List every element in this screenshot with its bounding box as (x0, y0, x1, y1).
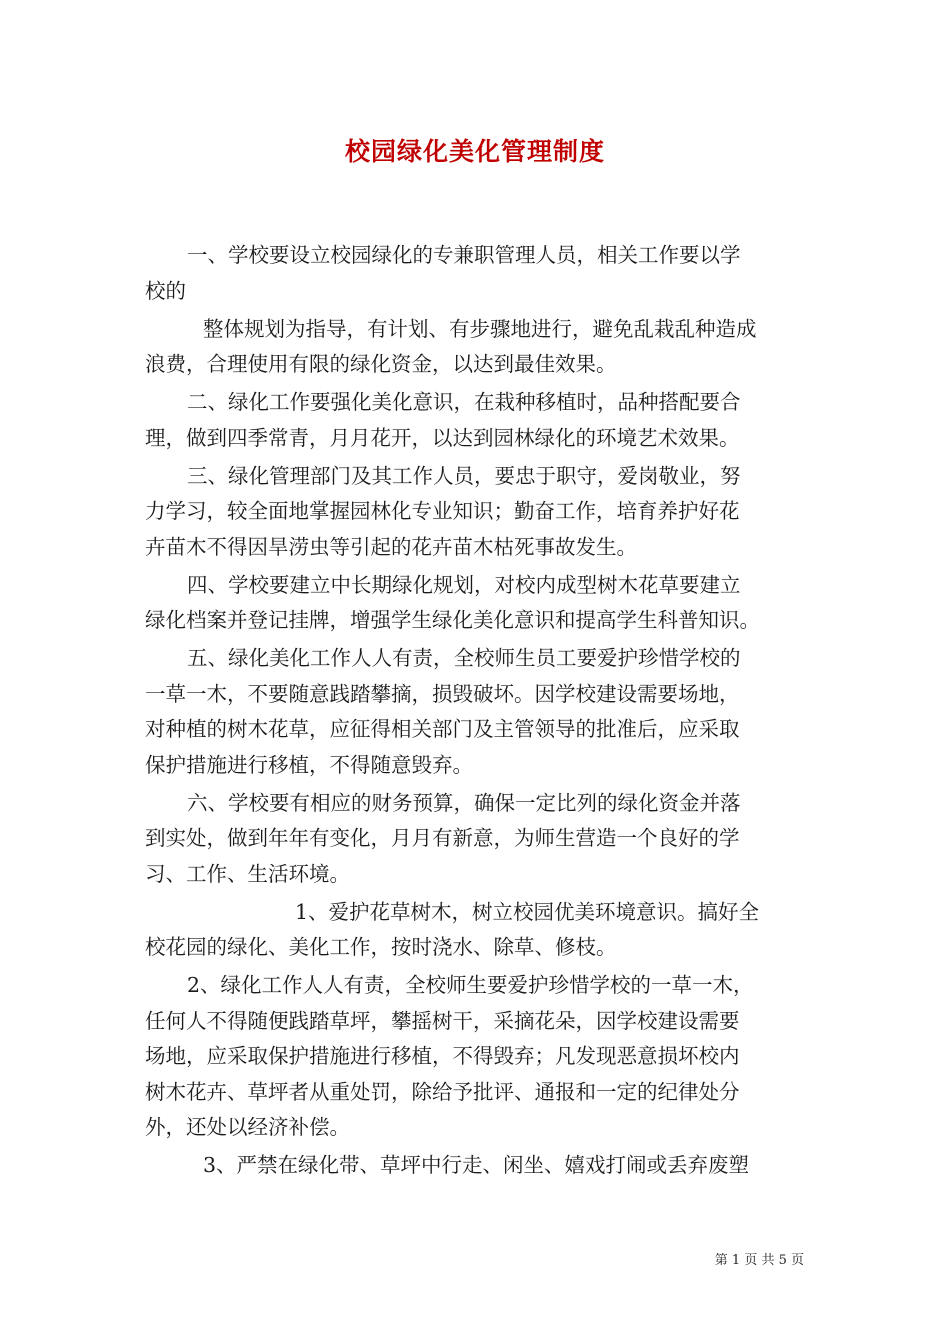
document-body (145, 238, 805, 1186)
paragraph-line: 树木花卉、草坪者从重处罚，除给予批评、通报和一定的纪律处分 (145, 1079, 740, 1104)
paragraph-line: 校花园的绿化、美化工作，按时浇水、除草、修枝。 (145, 935, 617, 959)
paragraph-line: 3、严禁在绿化带、草坪中行走、闲坐、嬉戏打闹或丢弃废塑 (203, 1153, 750, 1177)
paragraph-line: 整体规划为指导，有计划、有步骤地进行，避免乱栽乱种造成 (203, 316, 757, 341)
paragraph (145, 786, 805, 893)
paragraph-line: 场地，应采取保护措施进行移植，不得毁弃；凡发现恶意损坏校内 (145, 1044, 740, 1068)
paragraph-line: 浪费，合理使用有限的绿化资金，以达到最佳效果。 (145, 352, 617, 376)
paragraph (145, 895, 805, 966)
paragraph (145, 312, 805, 383)
paragraph-line: 1、爱护花草树木，树立校园优美环境意识。搞好全 (295, 899, 760, 924)
paragraph-line: 外，还处以经济补偿。 (145, 1115, 350, 1139)
paragraph (145, 459, 805, 566)
paragraph-line: 二、绿化工作要强化美化意识，在栽种移植时，品种搭配要合 (187, 390, 741, 414)
paragraph-line: 到实处，做到年年有变化，月月有新意，为师生营造一个良好的学 (145, 826, 740, 850)
paragraph-line: 四、学校要建立中长期绿化规划，对校内成型树木花草要建立 (187, 572, 741, 597)
paragraph-line: 绿化档案并登记挂牌，增强学生绿化美化意识和提高学生科普知识。 (145, 608, 760, 632)
paragraph (145, 385, 805, 456)
paragraph (145, 968, 805, 1146)
paragraph-line: 一、学校要设立校园绿化的专兼职管理人员，相关工作要以学 (187, 243, 741, 267)
paragraph-line: 任何人不得随便践踏草坪，攀摇树干，采摘花朵，因学校建设需要 (145, 1008, 740, 1033)
paragraph (145, 238, 805, 309)
document-title: 校园绿化美化管理制度 (344, 137, 605, 166)
paragraph-line: 2、绿化工作人人有责，全校师生要爱护珍惜学校的一草一木， (187, 973, 754, 997)
paragraph-line: 一草一木，不要随意践踏攀摘，损毁破坏。因学校建设需要场地， (145, 681, 740, 706)
paragraph (145, 568, 805, 639)
paragraph-line: 校的 (145, 278, 186, 303)
paragraph-line: 对种植的树木花草，应征得相关部门及主管领导的批准后，应采取 (145, 717, 740, 741)
paragraph-line: 卉苗木不得因旱涝虫等引起的花卉苗木枯死事故发生。 (145, 534, 637, 559)
paragraph (145, 1148, 805, 1184)
paragraph-line: 三、绿化管理部门及其工作人员，要忠于职守，爱岗敬业，努 (187, 463, 741, 488)
paragraph (145, 641, 805, 783)
paragraph-line: 保护措施进行移植，不得随意毁弃。 (145, 752, 473, 777)
paragraph-line: 五、绿化美化工作人人有责，全校师生员工要爱护珍惜学校的 (187, 646, 741, 670)
paragraph-line: 力学习，较全面地掌握园林化专业知识；勤奋工作，培育养护好花 (145, 499, 740, 523)
paragraph-line: 六、学校要有相应的财务预算，确保一定比列的绿化资金并落 (187, 790, 741, 815)
paragraph-line: 理，做到四季常青，月月花开，以达到园林绿化的环境艺术效果。 (145, 425, 740, 450)
page-number: 第 1 页 共 5 页 (714, 1253, 804, 1268)
paragraph-line: 习、工作、生活环境。 (145, 861, 350, 886)
